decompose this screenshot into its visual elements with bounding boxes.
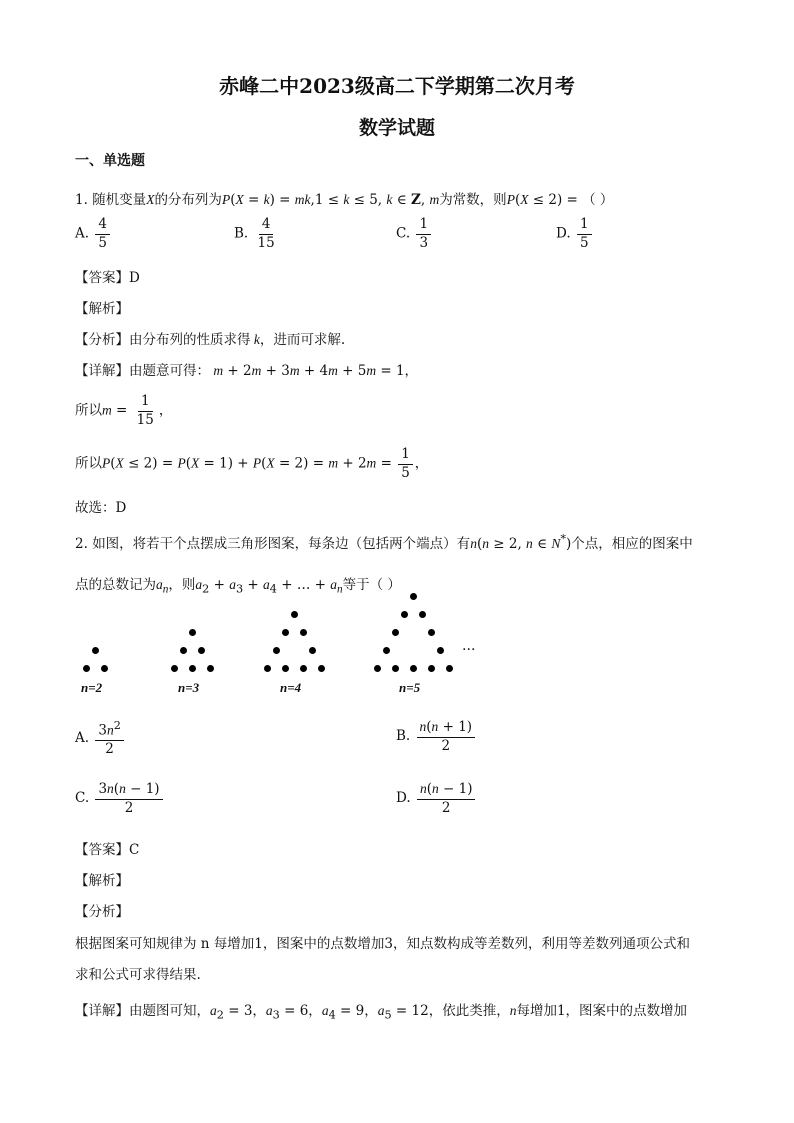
q1-so-p: 所以P(X ≤ 2) = P(X = 1) + P(X = 2) = m + 2m = $\frac{1}{5}$ ， [75, 446, 429, 481]
q1-option-c: C. $\frac{1}{3}$ [396, 218, 433, 250]
figure-label: n=3 [178, 680, 200, 695]
figure-dot [92, 647, 99, 654]
q2-option-c: C. $\frac{3n(n - 1)}{2}$ [75, 782, 165, 815]
q2-figures-ellipsis: … [462, 638, 476, 654]
q1-detail: 【详解】由题意可得： m + 2m + 3m + 4m + 5m = 1， [75, 363, 419, 379]
figure-dot [180, 647, 187, 654]
figure-dot [300, 665, 307, 672]
figure-dot [198, 647, 205, 654]
q1-var-x: X [146, 192, 155, 207]
q2-figures [0, 600, 794, 700]
q1-option-d: D. $\frac{1}{5}$ [556, 218, 594, 250]
q2-option-a: A. $\frac{3n^2}{2}$ [75, 720, 126, 757]
q2-option-d: D. $\frac{n(n - 1)}{2}$ [396, 782, 477, 815]
figure-dot [318, 665, 325, 672]
q2-fenxi-line2: 求和公式可求得结果. [75, 967, 201, 983]
figure-dot [207, 665, 214, 672]
figure-dot [309, 647, 316, 654]
figure-dot [419, 611, 426, 618]
q1-stem-text-a: 随机变量 [92, 192, 147, 208]
q2-answer: 【答案】C [75, 842, 140, 858]
figure-dot [428, 665, 435, 672]
q1-stem: 1. 随机变量X的分布列为P(X = k) = mk,1 ≤ k ≤ 5, k ∈ Z, m为常数，则P(X ≤ 2) = （ ） [75, 192, 614, 208]
figure-dot [410, 593, 417, 600]
figure-dot [392, 665, 399, 672]
q1-choose: 故选：D [75, 500, 127, 516]
figure-dot [282, 629, 289, 636]
figure-dot [401, 611, 408, 618]
figure-dot [273, 647, 280, 654]
q1-analysis-label: 【解析】 [75, 301, 129, 317]
figure-dot [264, 665, 271, 672]
figure-dot [410, 665, 417, 672]
q2-detail: 【详解】由题图可知，$a_2 = 3$，$a_3 = 6$，$a_4 = 9$，$a_5 = 12$，依此类推，n每增加1，图案中的点数增加 [75, 1003, 688, 1022]
figure-dot [428, 629, 435, 636]
figure-dot [446, 665, 453, 672]
figure-dot [383, 647, 390, 654]
q1-target-formula: P [506, 192, 515, 207]
figure-dot [189, 665, 196, 672]
figure-dot [291, 611, 298, 618]
figure-dot [282, 665, 289, 672]
q2-option-b: B. $\frac{n(n + 1)}{2}$ [396, 720, 477, 753]
exam-title: 赤峰二中2023级高二下学期第二次月考 [219, 74, 575, 98]
figure-dot [300, 629, 307, 636]
exam-subtitle: 数学试题 [358, 117, 435, 139]
q1-option-b: B. $\frac{4}{15}$ [234, 216, 275, 251]
figure-label: n=4 [280, 680, 302, 695]
figure-dot [374, 665, 381, 672]
q1-stem-text-b: 的分布列为 [154, 192, 222, 208]
figure-dot [189, 629, 196, 636]
figure-label: n=5 [399, 680, 421, 695]
q2-analysis-label: 【解析】 [75, 873, 129, 889]
q1-so-m: 所以m = $\frac{1}{15}$ ， [75, 393, 173, 428]
q1-stem-text-c: 为常数，则 [439, 192, 507, 208]
q1-option-a: A. $\frac{4}{5}$ [75, 218, 112, 250]
figure-dot [437, 647, 444, 654]
figure-label: n=2 [81, 680, 103, 695]
q2-fenxi-line1: 根据图案可知规律为 n 每增加1，图案中的点数增加3，知点数构成等差数列，利用等差数列通项公式和 [75, 936, 690, 952]
q2-stem-line2: 点的总数记为$a_n$，则$a_2 + a_3 + a_4$ + … + $a_n$等于（ ） [75, 577, 401, 596]
q1-distribution-formula: P [221, 192, 231, 207]
q1-number: 1. [75, 192, 88, 208]
q2-fenxi-label: 【分析】 [75, 904, 129, 920]
figure-dot [83, 665, 90, 672]
section-heading: 一、单选题 [75, 153, 145, 169]
figure-dot [171, 665, 178, 672]
q2-stem-line1: 2. 如图，将若干个点摆成三角形图案，每条边（包括两个端点）有n(n ≥ 2, n ∈ N*)个点，相应的图案中 [75, 532, 693, 552]
figure-dot [101, 665, 108, 672]
q1-stem-text-d: （ ） [582, 192, 614, 208]
figure-dot [392, 629, 399, 636]
q1-answer: 【答案】D [75, 270, 140, 286]
q1-fenxi: 【分析】由分布列的性质求得 k，进而可求解. [75, 332, 346, 348]
